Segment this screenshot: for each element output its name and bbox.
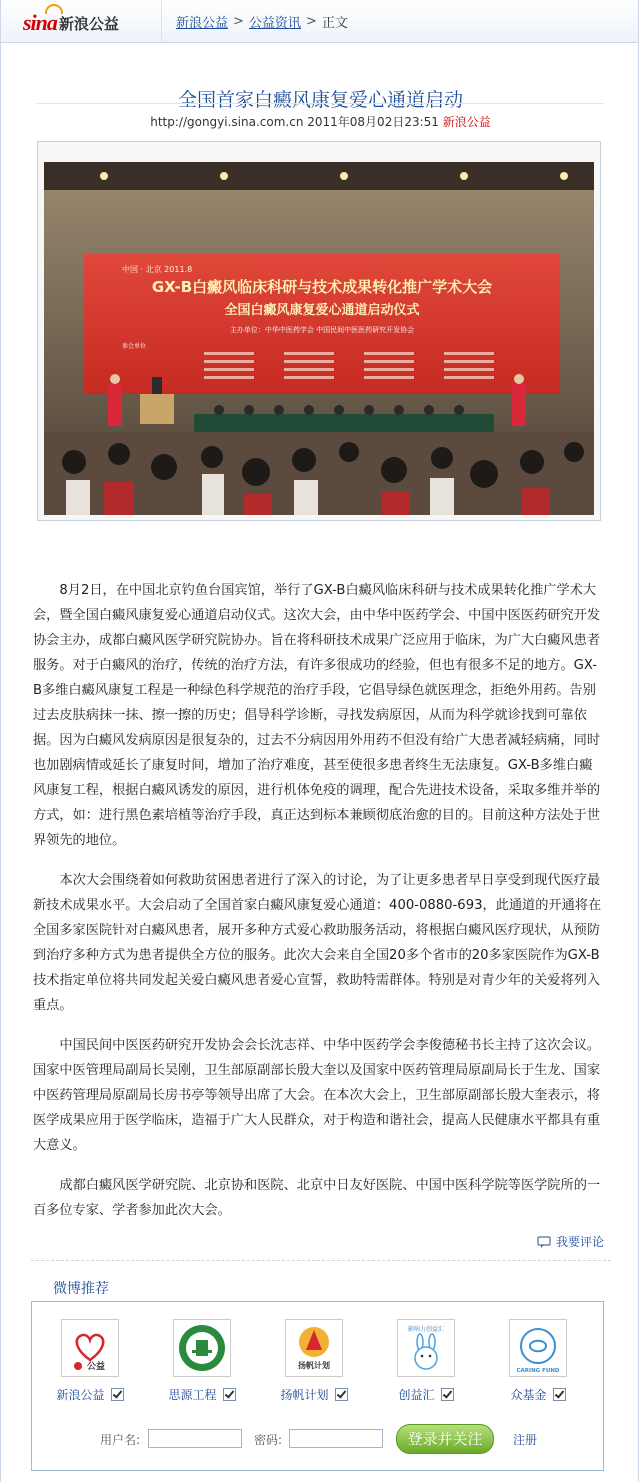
siyuan-logo[interactable] bbox=[173, 1319, 231, 1377]
banner-line1: GX-B白癜风临床科研与技术成果转化推广学术大会 bbox=[151, 278, 493, 296]
article-title: 全国首家白癜风康复爱心通道启动 bbox=[177, 88, 463, 111]
article-paragraph: 成都白癜风医学研究院、北京协和医院、北京中日友好医院、中国中医科学院等医学院所的一百多位专家、学者参加此次大会。 bbox=[33, 1178, 601, 1218]
follow-checkbox[interactable] bbox=[223, 1388, 236, 1401]
article-body bbox=[33, 578, 605, 1238]
comment-link[interactable] bbox=[537, 1233, 604, 1250]
breadcrumb-separator: > bbox=[233, 13, 244, 29]
weibo-item-name[interactable]: 扬帆计划 bbox=[280, 1388, 329, 1402]
logo-gongyi-text: 新浪公益 bbox=[58, 14, 119, 33]
username-input[interactable] bbox=[148, 1429, 242, 1448]
sina-gongyi-logo[interactable] bbox=[23, 10, 119, 36]
breadcrumb bbox=[161, 0, 348, 42]
weibo-item-label bbox=[264, 1386, 364, 1403]
password-label: 密码: bbox=[254, 1433, 283, 1447]
weibo-item-name[interactable]: 新浪公益 bbox=[56, 1388, 105, 1402]
weibo-item-label bbox=[40, 1386, 140, 1403]
article-meta bbox=[1, 113, 639, 130]
weibo-item-name[interactable]: 思源工程 bbox=[168, 1388, 217, 1402]
caring-fund-logo[interactable] bbox=[509, 1319, 567, 1377]
breadcrumb-separator: > bbox=[305, 13, 317, 29]
follow-checkbox[interactable] bbox=[553, 1388, 566, 1401]
conference-photo-illustration bbox=[44, 162, 594, 515]
weibo-item-label bbox=[152, 1386, 252, 1403]
username-label: 用户名: bbox=[100, 1433, 141, 1447]
article-paragraph: 本次大会围绕着如何救助贫困患者进行了深入的讨论，为了让更多患者早日享受到现代医疗最新技术成果水平。大会启动了全国首家白癜风康复爱心通道：400-0880-693，此通道的开通将在全国多家医院针对白癜风患者，展开多种方式爱心救助服务活动，将根据白癜风医疗现状，从预防到治疗多种方式为患者提供全方位的服务。此次大会来自全国20多个省市的20多家医院作为GX-B技术指定单位将共同发起关爱白癜风患者爱心宣誓，救助特需群体。特别是对青少年的关爱将列入重点。 bbox=[33, 873, 602, 1013]
weibo-item-chuangyihui bbox=[376, 1319, 476, 1403]
article-paragraph: 8月2日，在中国北京钓鱼台国宾馆，举行了GX-B白癜风临床科研与技术成果转化推广学术大会，暨全国白癜风康复爱心通道启动仪式。这次大会，由中华中医药学会、中国中医医药研究开发协会主办，成都白癜风医学研究院协办。旨在将科研技术成果广泛应用于临床，为广大白癜风患者服务。对于白癜风的治疗，传统的治疗方法，有许多很成功的经验，但也有很多不足的地方。GX-B多维白癜风康复工程是一种绿色科学规范的治疗手段，它倡导绿色就医理念，拒绝外用药。告别过去皮肤病抹一抹、擦一擦的历史；倡导科学诊断，寻找发病原因，从而为科学就诊找到可靠依据。因为白癜风发病原因是很复杂的，过去不分病因用外用药不但没有给广大患者减轻病痛，同时也加剧病情或延长了康复时间，增加了治疗难度，甚至使很多患者终生无法康复。GX-B多维白癜风康复工程，根据白癜风诱发的原因，进行机体免疫的调理，配合先进技术设备，采取多维并举的方式，如：进行黑色素培植等治疗手段，真正达到标本兼顾彻底治愈的目的。目前这种方法处于世界领先的地位。 bbox=[33, 583, 601, 848]
logo-caption: 影响力创益汇 bbox=[407, 1326, 445, 1333]
comment-label: 我要评论 bbox=[555, 1235, 604, 1249]
weibo-item-name[interactable]: 众基金 bbox=[510, 1388, 547, 1402]
weibo-login-form bbox=[32, 1420, 605, 1454]
title-divider bbox=[37, 103, 604, 104]
logo-caption: 扬帆计划 bbox=[298, 1361, 330, 1370]
follow-checkbox[interactable] bbox=[111, 1388, 124, 1401]
banner-line0: 中国 · 北京 2011.8 bbox=[122, 265, 193, 274]
comment-icon bbox=[537, 1236, 551, 1248]
password-input[interactable] bbox=[289, 1429, 383, 1448]
weibo-item-yangfan bbox=[264, 1319, 364, 1403]
follow-checkbox[interactable] bbox=[335, 1388, 348, 1401]
weibo-item-sina-gongyi bbox=[40, 1319, 140, 1403]
breadcrumb-link-news[interactable]: 公益资讯 bbox=[248, 15, 301, 31]
section-divider bbox=[31, 1260, 611, 1261]
weibo-recommend-box bbox=[31, 1301, 604, 1471]
chuangyihui-logo[interactable] bbox=[397, 1319, 455, 1377]
sail-icon bbox=[286, 1320, 342, 1376]
conference-photo bbox=[44, 162, 594, 515]
bunny-icon bbox=[398, 1320, 454, 1376]
weibo-item-label bbox=[488, 1386, 588, 1403]
sina-eye-icon bbox=[45, 4, 63, 14]
weibo-recommend-title: 微博推荐 bbox=[53, 1281, 109, 1297]
caring-fund-icon bbox=[510, 1320, 566, 1376]
login-follow-button[interactable]: 登录并关注 bbox=[396, 1424, 494, 1454]
weibo-item-zhongjijin bbox=[488, 1319, 588, 1403]
breadcrumb-link-gongyi[interactable]: 新浪公益 bbox=[176, 15, 229, 31]
photo-frame bbox=[37, 141, 601, 521]
meta-url: http://gongyi.sina.com.cn bbox=[150, 115, 304, 129]
meta-source[interactable]: 新浪公益 bbox=[442, 115, 491, 129]
siyuan-seal-icon bbox=[174, 1320, 230, 1376]
weibo-item-name[interactable]: 创益汇 bbox=[398, 1388, 435, 1402]
register-link[interactable]: 注册 bbox=[513, 1433, 538, 1447]
article-paragraph: 中国民间中医医药研究开发协会会长沈志祥、中华中医药学会李俊德秘书长主持了这次会议。国家中医管理局副局长吴刚，卫生部原副部长殷大奎以及国家中医药管理局原副局长于生龙、国家中医药管理局原副局长房书亭等领导出席了大会。在本次大会上，卫生部原副部长殷大奎表示，将医学成果应用于医学临床，造福于广大人民群众，对于构造和谐社会，提高人民健康水平都具有重大意义。 bbox=[33, 1038, 601, 1153]
logo-caption: 公益 bbox=[86, 1362, 106, 1372]
breadcrumb-current: 正文 bbox=[321, 15, 348, 31]
yangfan-logo[interactable] bbox=[285, 1319, 343, 1377]
banner-line3: 主办单位：中华中医药学会 中国民间中医医药研究开发协会 bbox=[229, 326, 415, 334]
banner-line4: 参会单位 bbox=[122, 343, 147, 350]
heart-icon bbox=[62, 1320, 118, 1376]
banner-line2: 全国白癜风康复爱心通道启动仪式 bbox=[224, 303, 420, 318]
meta-time: 2011年08月02日23:51 bbox=[307, 115, 439, 129]
logo-sina-text: sina bbox=[23, 10, 57, 35]
logo-caption: CARING FUND bbox=[516, 1368, 560, 1374]
follow-checkbox[interactable] bbox=[441, 1388, 454, 1401]
top-bar bbox=[1, 0, 638, 43]
weibo-item-label bbox=[376, 1386, 476, 1403]
sina-gongyi-heart-logo[interactable] bbox=[61, 1319, 119, 1377]
weibo-item-siyuan bbox=[152, 1319, 252, 1403]
